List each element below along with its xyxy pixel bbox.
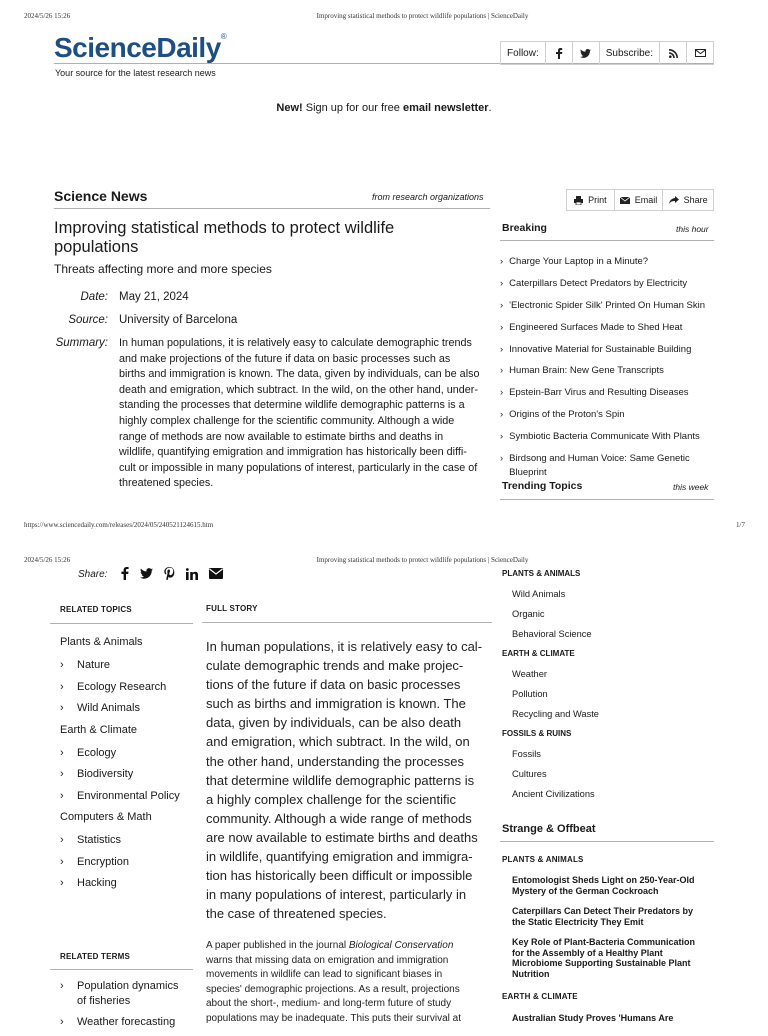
breaking-item-line: Caterpillars Detect Predators by Electricity bbox=[509, 277, 688, 289]
summary-text bbox=[119, 336, 499, 492]
topic-group-item[interactable]: Recycling and Waste bbox=[512, 709, 599, 719]
related-topics-title: RELATED TOPICS bbox=[60, 605, 132, 614]
chevron-right-icon: › bbox=[60, 789, 64, 802]
print-header-title: Improving statistical methods to protect wildlife populations | ScienceDaily bbox=[316, 12, 529, 20]
topic-group-heading: FOSSILS & RUINS bbox=[502, 729, 572, 738]
story-line: such as births and immigration is known. The bbox=[206, 696, 466, 712]
topic-group-item[interactable]: Cultures bbox=[512, 769, 547, 779]
breaking-item-text bbox=[509, 408, 624, 422]
chevron-right-icon: › bbox=[60, 1016, 64, 1028]
summary-line: and make projections of the future if data on basic processes such as bbox=[119, 352, 451, 365]
related-topics-divider bbox=[50, 623, 193, 624]
chevron-right-icon: › bbox=[60, 980, 64, 992]
breaking-item-text bbox=[509, 364, 664, 378]
section-title[interactable]: Science News bbox=[54, 188, 148, 204]
summary-label: Summary: bbox=[55, 337, 108, 349]
so-item[interactable] bbox=[512, 937, 722, 979]
topic-item-label: Nature bbox=[77, 659, 111, 671]
breaking-item-line: Innovative Material for Sustainable Building bbox=[509, 343, 692, 355]
chevron-right-icon: › bbox=[60, 746, 64, 759]
full-story-title: FULL STORY bbox=[206, 604, 258, 613]
twitter-icon[interactable] bbox=[573, 42, 600, 64]
breaking-list bbox=[500, 255, 716, 487]
breaking-item-text bbox=[509, 277, 687, 291]
breaking-item-line: Charge Your Laptop in a Minute? bbox=[509, 256, 649, 267]
rss-icon[interactable] bbox=[660, 42, 687, 64]
breaking-item-text bbox=[509, 255, 648, 269]
term-line: Population dynamics bbox=[77, 980, 179, 992]
section-divider bbox=[54, 208, 490, 209]
term-line: Weather forecasting bbox=[77, 1016, 176, 1028]
share-icon bbox=[669, 196, 679, 204]
story-line: in many populations of interest, particularly in bbox=[206, 887, 467, 903]
breaking-item[interactable] bbox=[500, 321, 716, 335]
topic-item[interactable] bbox=[60, 681, 200, 693]
breaking-period: this hour bbox=[676, 224, 709, 234]
summary-line: In human populations, it is relatively easy to calculate demographic trends bbox=[119, 337, 472, 349]
print-header-title-2: Improving statistical methods to protect wildlife populations | ScienceDaily bbox=[316, 556, 529, 564]
topic-item[interactable] bbox=[60, 790, 200, 802]
topic-group-item[interactable]: Ancient Civilizations bbox=[512, 789, 595, 799]
topic-item-label: Hacking bbox=[77, 877, 117, 889]
article-subtitle: Threats affecting more and more species bbox=[54, 262, 272, 276]
topic-item-label: Statistics bbox=[77, 834, 122, 846]
breaking-item-text bbox=[509, 343, 691, 357]
chevron-right-icon: › bbox=[60, 834, 64, 846]
term-item-text bbox=[77, 979, 179, 1009]
chevron-right-icon: › bbox=[500, 365, 504, 377]
breaking-item[interactable] bbox=[500, 386, 716, 400]
related-terms-list bbox=[60, 979, 200, 1036]
breaking-item-line: Symbiotic Bacteria Communicate With Plants bbox=[509, 431, 700, 443]
story-line: in wildlife, quantifying emigration and immigra- bbox=[206, 849, 473, 865]
story-line: that determine wildlife demographic patterns is bbox=[206, 772, 475, 788]
summary-line: threatened species. bbox=[119, 477, 214, 490]
chevron-right-icon: › bbox=[60, 768, 64, 780]
topic-item-label: Environmental Policy bbox=[77, 789, 180, 802]
mail-icon[interactable] bbox=[687, 42, 713, 64]
chevron-right-icon: › bbox=[500, 453, 504, 465]
full-story-paragraph: A paper published in the journal Biological Conservation warns that missing data on emigration and immigration movements in wildlife can lead to significant biases in species' demographic projections. As a result, projections about the short-, medium- and long-term future of study populations may be inadequate. This puts their survival at bbox=[206, 940, 461, 1024]
topic-item[interactable] bbox=[60, 659, 200, 671]
print-header-date: 2024/5/26 15:26 bbox=[24, 12, 71, 20]
print-footer-url: https://www.sciencedaily.com/releases/2024/05/240521124615.htm bbox=[24, 521, 214, 529]
print-icon bbox=[574, 196, 583, 205]
breaking-item-line: Epstein-Barr Virus and Resulting Diseases bbox=[509, 387, 689, 399]
topic-group-item[interactable]: Wild Animals bbox=[512, 589, 566, 599]
topic-group-item[interactable]: Behavioral Science bbox=[512, 629, 592, 639]
story-line: data, given by individuals, can be also death bbox=[206, 715, 462, 731]
topic-group-item[interactable]: Organic bbox=[512, 609, 545, 619]
article-actions bbox=[566, 189, 714, 211]
so-item-line: Mystery of the German Cockroach bbox=[512, 885, 659, 896]
date-label: Date: bbox=[80, 291, 108, 303]
follow-label: Follow: bbox=[501, 42, 546, 64]
topic-item-label: Biodiversity bbox=[77, 768, 134, 780]
topic-item-label: Wild Animals bbox=[77, 702, 140, 714]
envelope-icon bbox=[620, 197, 630, 204]
topic-item[interactable] bbox=[60, 877, 200, 889]
breaking-item[interactable] bbox=[500, 343, 716, 357]
breaking-title: Breaking bbox=[502, 222, 547, 234]
right-sidebar-topics bbox=[502, 569, 722, 809]
story-line: are now available to estimate births and deaths bbox=[206, 829, 478, 845]
chevron-right-icon: › bbox=[500, 321, 504, 333]
so-item-line: Key Role of Plant-Bacteria Communication bbox=[512, 937, 696, 947]
breaking-item[interactable] bbox=[500, 277, 716, 291]
facebook-icon[interactable] bbox=[121, 567, 129, 580]
so-item-line: Entomologist Sheds Light on 250-Year-Old bbox=[512, 875, 695, 885]
term-item[interactable] bbox=[60, 979, 200, 1009]
breaking-item-line: 'Electronic Spider Silk' Printed On Human Skin bbox=[509, 299, 705, 311]
newsletter-banner: New! Sign up for our free email newsletter. bbox=[276, 102, 492, 114]
story-line: culate demographic trends and make projec- bbox=[206, 658, 464, 674]
strange-offbeat-divider bbox=[500, 841, 714, 842]
so-item-last[interactable]: Australian Study Proves 'Humans Are bbox=[512, 1013, 674, 1023]
so-item-line: Caterpillars Can Detect Their Predators by bbox=[512, 906, 694, 916]
trending-divider bbox=[500, 499, 714, 500]
topic-item-label: Ecology bbox=[77, 746, 117, 759]
so-item[interactable] bbox=[512, 906, 722, 927]
chevron-right-icon: › bbox=[60, 877, 64, 889]
topic-group-item[interactable]: Fossils bbox=[512, 749, 541, 759]
twitter-icon[interactable] bbox=[140, 568, 153, 579]
topic-group-heading: PLANTS & ANIMALS bbox=[502, 569, 581, 578]
full-story-lead bbox=[206, 637, 498, 923]
share-icons bbox=[121, 567, 223, 580]
so-category-earth: EARTH & CLIMATE bbox=[502, 992, 578, 1001]
linkedin-icon[interactable] bbox=[186, 568, 198, 580]
breaking-item-line: Human Brain: New Gene Transcripts bbox=[509, 365, 664, 377]
breaking-item[interactable] bbox=[500, 408, 716, 422]
breaking-divider bbox=[500, 240, 714, 241]
print-header-date-2: 2024/5/26 15:26 bbox=[24, 556, 71, 564]
chevron-right-icon: › bbox=[60, 680, 64, 693]
topic-category[interactable]: Plants & Animals bbox=[60, 636, 143, 648]
share-button[interactable]: Share bbox=[663, 190, 713, 210]
chevron-right-icon: › bbox=[60, 855, 64, 868]
story-line: the case of threatened species. bbox=[206, 906, 387, 922]
so-item-line: Nutrition bbox=[512, 968, 550, 979]
chevron-right-icon: › bbox=[60, 659, 64, 671]
topic-category[interactable]: Computers & Math bbox=[60, 811, 152, 823]
social-bar bbox=[500, 41, 714, 65]
summary-line: cult or impossible in many populations of interest, particularly in the case of bbox=[119, 461, 478, 474]
print-button[interactable]: Print bbox=[567, 190, 615, 210]
share-label: Share: bbox=[78, 569, 108, 580]
topic-group-item[interactable]: Weather bbox=[512, 669, 547, 679]
chevron-right-icon: › bbox=[500, 431, 504, 443]
breaking-item[interactable] bbox=[500, 364, 716, 378]
breaking-item-line: Blueprint bbox=[509, 466, 547, 478]
summary-line: range of methods are now available to estimate births and deaths in bbox=[119, 430, 444, 443]
breaking-item-text bbox=[509, 321, 682, 335]
breaking-item-text bbox=[509, 430, 700, 444]
story-line: community. Although a wide range of methods bbox=[206, 810, 472, 826]
strange-offbeat-list bbox=[512, 875, 722, 989]
topic-group-item[interactable]: Pollution bbox=[512, 689, 548, 699]
strange-offbeat-title[interactable]: Strange & Offbeat bbox=[502, 823, 596, 835]
breaking-item-line: Origins of the Proton's Spin bbox=[509, 409, 625, 421]
topic-category[interactable]: Earth & Climate bbox=[60, 723, 138, 736]
story-line: and emigration, which subtract. In the wild, on bbox=[206, 734, 470, 750]
topic-item[interactable] bbox=[60, 702, 200, 714]
chevron-right-icon: › bbox=[500, 256, 504, 267]
chevron-right-icon: › bbox=[500, 387, 504, 399]
chevron-right-icon: › bbox=[500, 299, 504, 311]
topic-item[interactable] bbox=[60, 768, 200, 780]
breaking-item-text bbox=[509, 386, 688, 400]
story-line: In human populations, it is relatively easy to cal- bbox=[206, 639, 483, 654]
summary-line: standing the processes that determine wildlife demographic patterns is a bbox=[119, 399, 465, 412]
newsletter-link[interactable]: email newsletter bbox=[402, 102, 489, 114]
related-terms-divider bbox=[50, 969, 193, 970]
related-topics-list bbox=[60, 636, 200, 899]
site-tagline: Your source for the latest research news bbox=[55, 68, 216, 78]
story-line: tions of the future if data on basic processes bbox=[206, 677, 461, 693]
breaking-item[interactable] bbox=[500, 430, 716, 444]
topic-item-label: Encryption bbox=[77, 855, 129, 868]
chevron-right-icon: › bbox=[500, 409, 504, 421]
breaking-item-text bbox=[509, 299, 705, 313]
so-item-line: the Static Electricity They Emit bbox=[512, 916, 644, 927]
term-line: of fisheries bbox=[77, 995, 131, 1007]
chevron-right-icon: › bbox=[500, 343, 504, 355]
topic-group-heading: EARTH & CLIMATE bbox=[502, 649, 575, 658]
breaking-item[interactable] bbox=[500, 255, 716, 269]
story-line: tion has historically been difficult or impossible bbox=[206, 868, 473, 884]
summary-line: death and emigration, which subtract. In the wild, on the other hand, under- bbox=[119, 383, 478, 396]
breaking-item[interactable] bbox=[500, 452, 716, 479]
term-item-text bbox=[77, 1015, 175, 1030]
print-footer-page: 1/7 bbox=[736, 521, 745, 529]
site-logo[interactable]: ScienceDaily® bbox=[54, 32, 227, 63]
story-line: a highly complex challenge for the scientific bbox=[206, 791, 457, 807]
article-title: Improving statistical methods to protect wildlife populations bbox=[54, 219, 395, 256]
breaking-item-text bbox=[509, 452, 690, 479]
source-value: University of Barcelona bbox=[119, 314, 238, 326]
topic-item[interactable] bbox=[60, 747, 200, 759]
full-story-divider bbox=[202, 622, 492, 623]
so-item-line: for the Assembly of a Healthy Plant bbox=[512, 947, 663, 958]
mail-icon[interactable] bbox=[209, 568, 223, 579]
chevron-right-icon: › bbox=[500, 277, 504, 289]
summary-line: wildlife, quantifying emigration and immigration has historically been diffi- bbox=[119, 446, 467, 459]
so-item-line: Microbiome Supporting Sustainable Plant bbox=[512, 958, 691, 968]
story-line: the other hand, understanding the processes bbox=[206, 753, 465, 769]
date-value: May 21, 2024 bbox=[119, 291, 189, 303]
subscribe-label: Subscribe: bbox=[600, 42, 661, 64]
so-category-plants: PLANTS & ANIMALS bbox=[502, 855, 584, 864]
pinterest-icon[interactable] bbox=[164, 567, 175, 580]
topic-item[interactable] bbox=[60, 834, 200, 846]
section-source-note: from research organizations bbox=[372, 192, 484, 202]
term-item[interactable] bbox=[60, 1015, 200, 1030]
trending-title: Trending Topics bbox=[502, 480, 583, 492]
breaking-item-line: Birdsong and Human Voice: Same Genetic bbox=[509, 453, 690, 465]
topic-item-label: Ecology Research bbox=[77, 680, 167, 693]
summary-line: highly complex challenge for the scientific community. Although a wide bbox=[119, 414, 455, 427]
topic-item[interactable] bbox=[60, 856, 200, 868]
so-item[interactable] bbox=[512, 875, 722, 896]
summary-line: births and immigration is known. The data, given by individuals, can be also bbox=[119, 368, 480, 381]
breaking-item-line: Engineered Surfaces Made to Shed Heat bbox=[509, 321, 683, 333]
chevron-right-icon: › bbox=[60, 702, 64, 714]
related-terms-title: RELATED TERMS bbox=[60, 952, 131, 961]
email-button[interactable]: Email bbox=[615, 190, 664, 210]
breaking-item[interactable] bbox=[500, 299, 716, 313]
facebook-icon[interactable] bbox=[546, 42, 573, 64]
trending-period: this week bbox=[673, 482, 709, 492]
source-label: Source: bbox=[68, 314, 108, 326]
